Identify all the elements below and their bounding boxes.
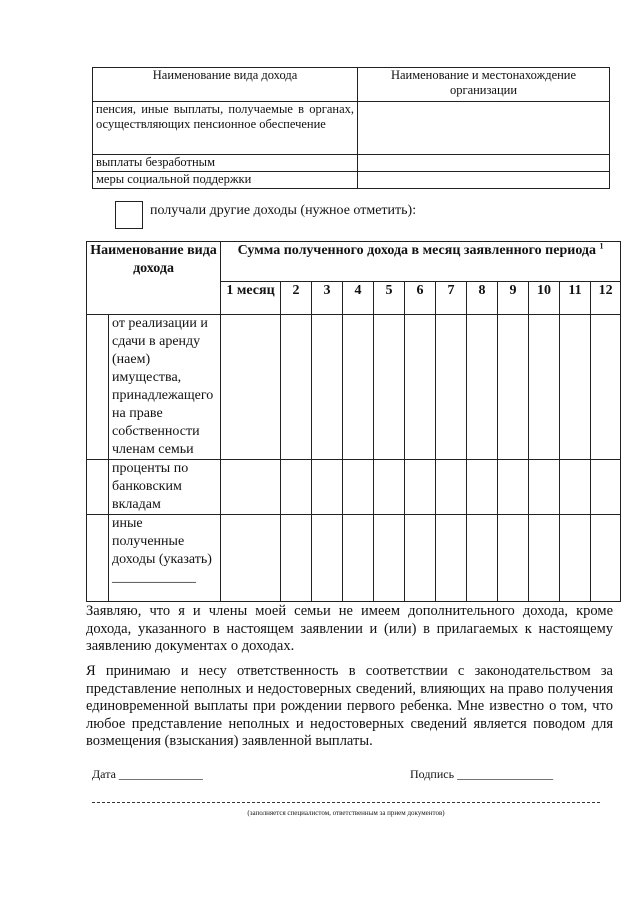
amount-cell[interactable] [591, 315, 621, 460]
month-header: 6 [405, 282, 436, 315]
table-cell-pension-org[interactable] [358, 102, 610, 155]
footnote-mark: 1 [599, 241, 604, 251]
table-cell-unemployment-org[interactable] [358, 155, 610, 172]
amount-cell[interactable] [436, 460, 467, 515]
amount-cell[interactable] [498, 515, 529, 602]
month-header: 7 [436, 282, 467, 315]
amount-cell[interactable] [560, 515, 591, 602]
month-header: 10 [529, 282, 560, 315]
row-label-other: иные полученные доходы (указать) ____________ [109, 515, 221, 602]
amount-cell[interactable] [374, 460, 405, 515]
amount-cell[interactable] [221, 515, 281, 602]
amount-cell[interactable] [281, 515, 312, 602]
amount-cell[interactable] [436, 315, 467, 460]
amount-cell[interactable] [591, 515, 621, 602]
table-row-pension: пенсия, иные выплаты, получаемые в органах, осуществляющих пенсионное обеспечение [93, 102, 358, 155]
amount-cell[interactable] [467, 315, 498, 460]
amount-cell[interactable] [405, 460, 436, 515]
amount-cell[interactable] [281, 460, 312, 515]
table-cell-social-support-org[interactable] [358, 172, 610, 189]
month-header: 3 [312, 282, 343, 315]
table-row [87, 460, 621, 515]
month-header: 4 [343, 282, 374, 315]
table-header-organization: Наименование и местонахождение организации [358, 68, 610, 102]
row-checkbox-cell[interactable] [87, 515, 109, 602]
amount-cell[interactable] [405, 515, 436, 602]
amount-cell[interactable] [221, 315, 281, 460]
month-header: 9 [498, 282, 529, 315]
table-header-income-type: Наименование вида дохода [93, 68, 358, 102]
row-label-property: от реализации и сдачи в аренду (наем) имущества, принадлежащего на праве собственности членам семьи [109, 315, 221, 460]
amount-cell[interactable] [374, 315, 405, 460]
month-header: 2 [281, 282, 312, 315]
other-income-label: получали другие доходы (нужное отметить): [150, 203, 417, 218]
amount-cell[interactable] [529, 460, 560, 515]
column-header-monthly-sum [221, 242, 621, 282]
amount-cell[interactable] [498, 460, 529, 515]
row-checkbox-cell[interactable] [87, 460, 109, 515]
amount-cell[interactable] [405, 315, 436, 460]
amount-cell[interactable] [560, 460, 591, 515]
month-header: 8 [467, 282, 498, 315]
table-row-unemployment: выплаты безработным [93, 155, 358, 172]
amount-cell[interactable] [560, 315, 591, 460]
other-income-checkbox[interactable] [115, 201, 143, 229]
separator-line [92, 802, 600, 803]
amount-cell[interactable] [343, 315, 374, 460]
row-checkbox-cell[interactable] [87, 315, 109, 460]
amount-cell[interactable] [312, 460, 343, 515]
statement-no-additional-income: Заявляю, что я и члены моей семьи не имеем дополнительного дохода, кроме дохода, указанного в настоящем заявлении и (или) в прилагаемых к настоящему заявлению документах о доходах. [86, 603, 613, 654]
amount-cell[interactable] [374, 515, 405, 602]
month-header: 12 [591, 282, 621, 315]
amount-cell[interactable] [591, 460, 621, 515]
table-row [87, 315, 621, 460]
amount-cell[interactable] [467, 515, 498, 602]
monthly-sum-text: Сумма полученного дохода в месяц заявленного периода [237, 243, 596, 258]
amount-cell[interactable] [436, 515, 467, 602]
amount-cell[interactable] [498, 315, 529, 460]
amount-cell[interactable] [312, 515, 343, 602]
amount-cell[interactable] [529, 315, 560, 460]
monthly-income-table [86, 241, 621, 602]
table-row [87, 515, 621, 602]
date-field[interactable]: Дата ______________ [92, 767, 203, 781]
month-header: 1 месяц [221, 282, 281, 315]
specialist-note: (заполняется специалистом, ответственным за прием документов) [247, 809, 445, 817]
amount-cell[interactable] [467, 460, 498, 515]
income-organization-table [92, 67, 610, 189]
signature-field[interactable]: Подпись ________________ [410, 767, 554, 781]
amount-cell[interactable] [529, 515, 560, 602]
amount-cell[interactable] [343, 460, 374, 515]
month-header: 11 [560, 282, 591, 315]
row-label-interest: проценты по банковским вкладам [109, 460, 221, 515]
amount-cell[interactable] [281, 315, 312, 460]
amount-cell[interactable] [343, 515, 374, 602]
column-header-income-type: Наименование вида дохода [87, 242, 221, 315]
month-header: 5 [374, 282, 405, 315]
statement-responsibility: Я принимаю и несу ответственность в соответствии с законодательством за представление неполных и недостоверных сведений, влияющих на право получения единовременной выплаты при рождении первого ребенка. Мне известно о том, что любое представление неполных и недостоверных сведений является поводом для возмещения (взыскания) заявленной выплаты. [86, 663, 613, 749]
amount-cell[interactable] [312, 315, 343, 460]
amount-cell[interactable] [221, 460, 281, 515]
table-row-social-support: меры социальной поддержки [93, 172, 358, 189]
